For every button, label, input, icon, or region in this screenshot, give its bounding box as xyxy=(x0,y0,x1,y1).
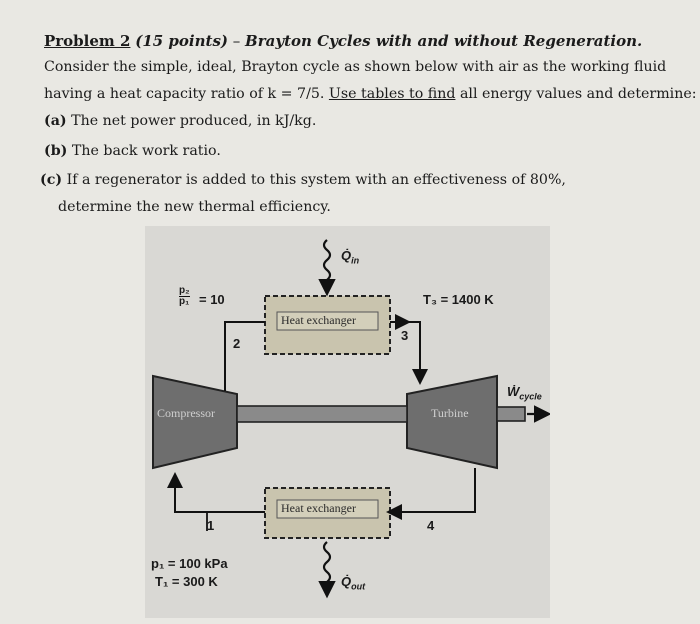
p1-label: p₁ = 100 kPa xyxy=(151,556,228,571)
part-a-text: The net power produced, in kJ/kg. xyxy=(66,113,317,129)
compressor-label: Compressor xyxy=(157,406,215,420)
part-b-label: (b) xyxy=(44,143,68,159)
problem-title: Brayton Cycles with and without Regeneration. xyxy=(245,32,643,50)
state-4-label: 4 xyxy=(427,518,435,533)
w-subscript: cycle xyxy=(519,391,542,402)
t3-label: T₃ = 1400 K xyxy=(423,292,494,307)
heading-separator: – xyxy=(228,32,246,50)
turbine xyxy=(407,376,497,468)
problem-points: (15 points) xyxy=(135,32,228,50)
brayton-cycle-diagram xyxy=(145,226,550,618)
heat-exchanger-bottom-label: Heat exchanger xyxy=(281,501,356,515)
state-3-label: 3 xyxy=(401,328,409,343)
problem-line-2: Consider the simple, ideal, Brayton cycle as shown below with air as the working fluid xyxy=(44,59,667,75)
t1-label: T₁ = 300 K xyxy=(155,574,218,589)
shaft xyxy=(237,406,407,422)
state-1-label: 1 xyxy=(207,518,215,533)
part-c xyxy=(40,172,566,188)
pressure-ratio-denominator: p₁ xyxy=(179,296,190,307)
line3-end: all energy values and determine: xyxy=(455,86,697,102)
part-a xyxy=(44,113,316,129)
state-2-label: 2 xyxy=(233,336,241,351)
part-c-text: If a regenerator is added to this system with an effectiveness of 80%, xyxy=(62,172,566,188)
part-b-text: The back work ratio. xyxy=(67,143,221,159)
pressure-ratio-fraction xyxy=(179,286,190,307)
part-c-continued: determine the new thermal efficiency. xyxy=(58,199,331,215)
w-symbol: Ẇ xyxy=(507,384,520,399)
q-in-arrow xyxy=(324,240,330,292)
line3-start: having a heat capacity ratio of k = 7/5. xyxy=(44,86,329,102)
turbine-label: Turbine xyxy=(431,406,469,420)
part-b xyxy=(44,143,221,159)
part-c-label: (c) xyxy=(40,172,63,188)
q-in-label xyxy=(341,248,359,266)
pressure-ratio-value: = 10 xyxy=(199,292,225,307)
q-out-label xyxy=(341,574,365,592)
heat-exchanger-top-label: Heat exchanger xyxy=(281,313,356,327)
q-out-arrow xyxy=(324,542,330,594)
pressure-ratio-numerator: p₂ xyxy=(179,285,190,296)
w-cycle-label xyxy=(507,384,542,402)
q-in-subscript: in xyxy=(351,255,360,266)
q-in-symbol: Q̇ xyxy=(341,248,352,263)
problem-number: Problem 2 xyxy=(44,32,131,50)
q-out-subscript: out xyxy=(351,581,366,592)
line3-underlined: Use tables to find xyxy=(328,86,456,102)
problem-line-3 xyxy=(44,86,697,102)
problem-heading xyxy=(44,32,642,50)
part-a-label: (a) xyxy=(44,113,67,129)
q-out-symbol: Q̇ xyxy=(341,574,352,589)
